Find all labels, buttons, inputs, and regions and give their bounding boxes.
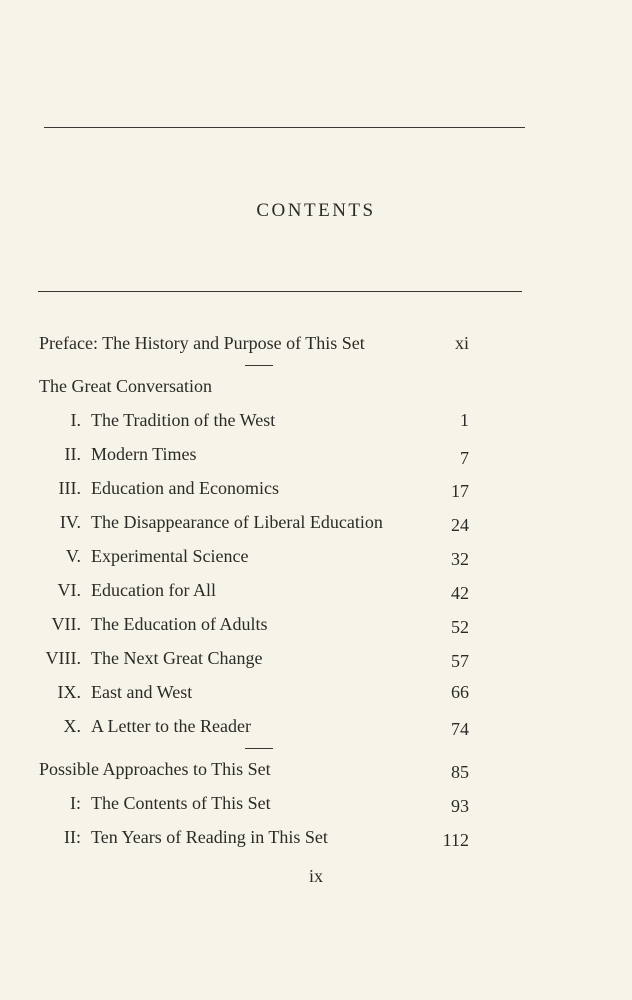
- page-number: 112: [442, 830, 469, 850]
- page-title: CONTENTS: [256, 200, 376, 221]
- page-number: 42: [451, 583, 469, 603]
- chapter-numeral: V.: [65, 546, 81, 566]
- approach-numeral: I:: [70, 793, 81, 813]
- page-folio: ix: [308, 866, 323, 886]
- chapter-numeral: IV.: [59, 512, 81, 532]
- entry-title: Education and Economics: [91, 478, 279, 498]
- page-number: 17: [451, 481, 469, 501]
- page-number: 7: [460, 448, 469, 468]
- page-number: xi: [454, 333, 469, 353]
- approach-numeral: II:: [64, 827, 81, 847]
- entry-title: Ten Years of Reading in This Set: [91, 827, 328, 847]
- entry-title: The Tradition of the West: [91, 410, 276, 430]
- page-number: 85: [451, 762, 469, 782]
- section-divider: [245, 748, 273, 749]
- entry-title: The Contents of This Set: [91, 793, 271, 813]
- chapter-numeral: IX.: [57, 682, 81, 702]
- page-number: 32: [451, 549, 469, 569]
- entry-title: East and West: [91, 682, 193, 702]
- page-number: 52: [451, 617, 469, 637]
- entry-title: Experimental Science: [91, 546, 249, 566]
- section-divider: [245, 365, 273, 366]
- entry-title: Possible Approaches to This Set: [39, 759, 271, 779]
- chapter-numeral: VII.: [51, 614, 81, 634]
- entry-title: Education for All: [91, 580, 216, 600]
- chapter-numeral: VIII.: [45, 648, 81, 668]
- chapter-numeral: II.: [64, 444, 81, 464]
- chapter-numeral: VI.: [57, 580, 81, 600]
- entry-title: The Disappearance of Liberal Education: [91, 512, 383, 532]
- chapter-numeral: X.: [63, 716, 81, 736]
- chapter-numeral: I.: [70, 410, 81, 430]
- entry-title: The Education of Adults: [91, 614, 268, 634]
- page-number: 1: [460, 410, 469, 430]
- chapter-numeral: III.: [58, 478, 81, 498]
- section-title: The Great Conversation: [39, 376, 212, 396]
- page-number: 74: [451, 719, 469, 739]
- entry-title: Modern Times: [91, 444, 197, 464]
- top-rule: [44, 127, 525, 128]
- entry-title: Preface: The History and Purpose of This Set: [39, 333, 365, 353]
- page-number: 24: [451, 515, 469, 535]
- heading-rule: [38, 291, 522, 292]
- entry-title: The Next Great Change: [91, 648, 263, 668]
- page-number: 57: [451, 651, 469, 671]
- entry-title: A Letter to the Reader: [91, 716, 251, 736]
- page-number: 66: [451, 682, 469, 702]
- page-number: 93: [451, 796, 469, 816]
